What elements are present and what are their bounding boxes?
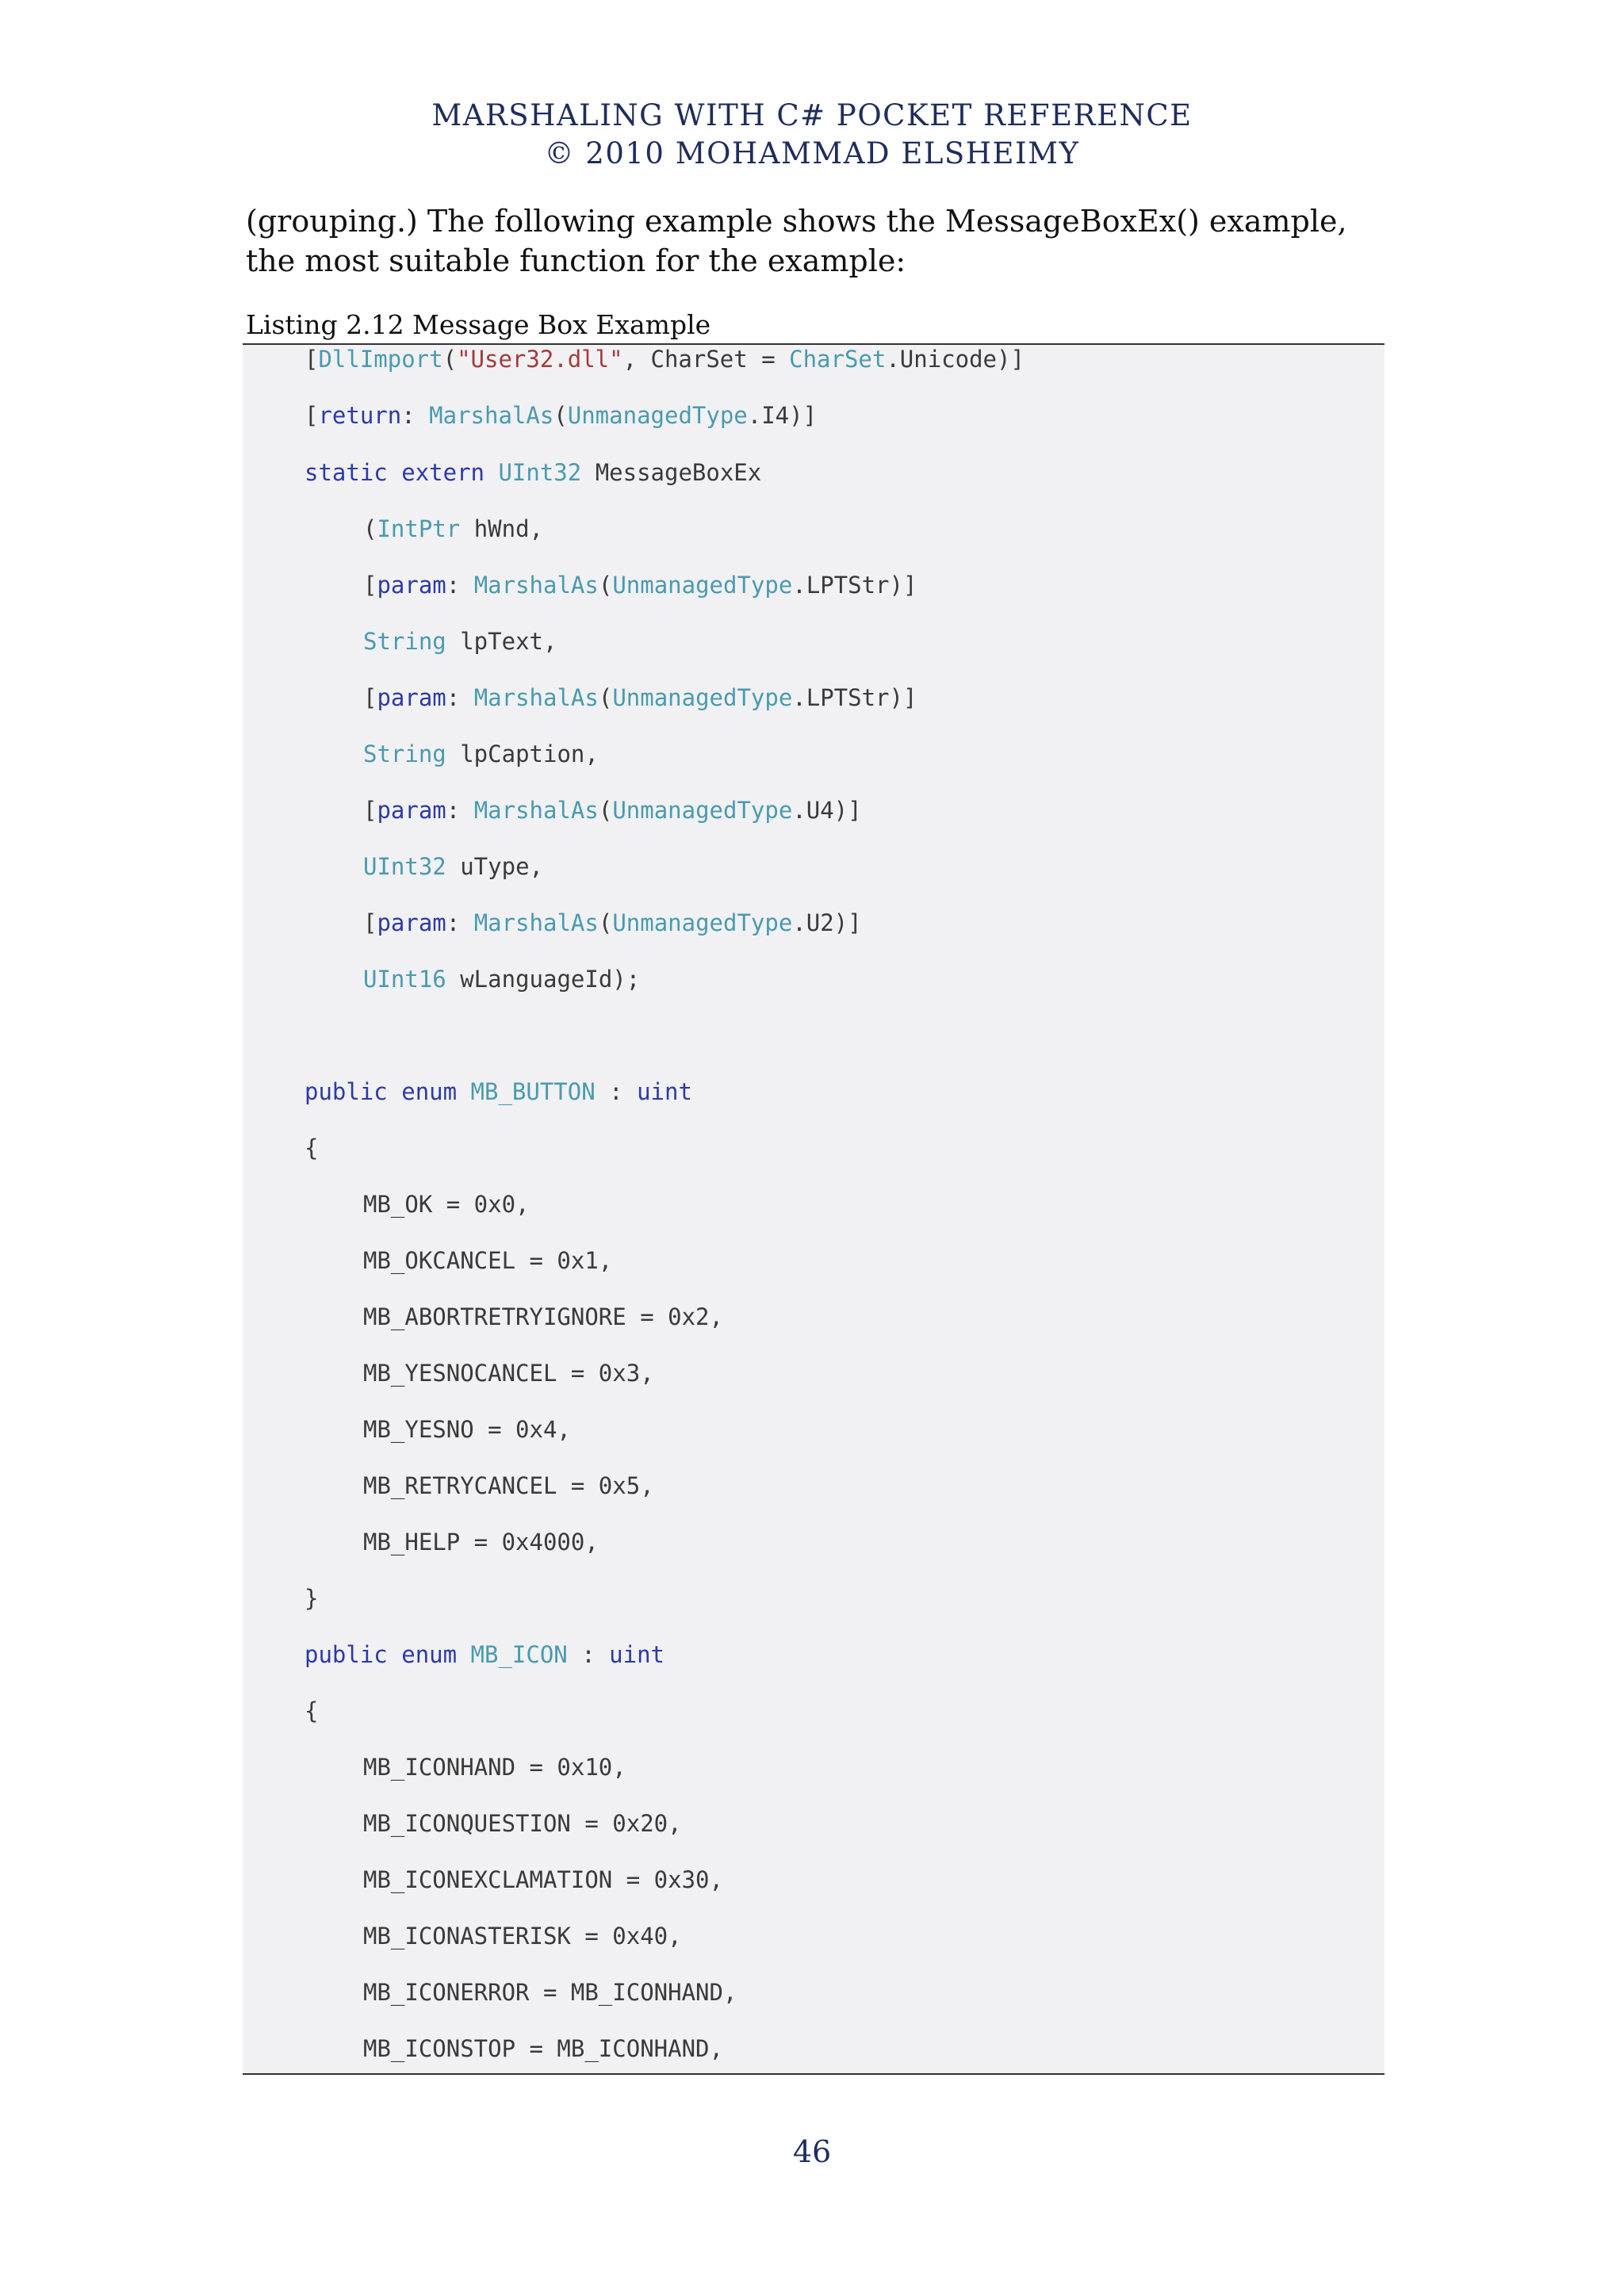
book-title: MARSHALING WITH C# POCKET REFERENCE	[431, 98, 1193, 132]
code-line: UInt32 uType,	[363, 853, 543, 880]
code-line: public enum MB_ICON : uint	[304, 1641, 665, 1668]
code-line: UInt16 wLanguageId);	[363, 966, 641, 993]
code-line: MB_HELP = 0x4000,	[363, 1529, 599, 1556]
code-line: MB_OKCANCEL = 0x1,	[363, 1247, 613, 1274]
code-line: (IntPtr hWnd,	[363, 515, 543, 542]
code-listing	[243, 343, 1385, 2075]
code-line: MB_YESNOCANCEL = 0x3,	[363, 1360, 654, 1387]
code-line: String lpCaption,	[363, 740, 599, 767]
code-line: [return: MarshalAs(UnmanagedType.I4)]	[304, 402, 818, 429]
code-line: {	[304, 1135, 319, 1161]
code-line: MB_RETRYCANCEL = 0x5,	[363, 1472, 654, 1499]
running-header	[0, 97, 1624, 173]
code-line: [DllImport("User32.dll", CharSet = CharSet.Unicode)]	[304, 346, 1025, 373]
code-line: MB_YESNO = 0x4,	[363, 1416, 571, 1443]
code-line: [param: MarshalAs(UnmanagedType.U4)]	[363, 797, 862, 824]
code-line: MB_OK = 0x0,	[363, 1191, 530, 1218]
listing-caption: Listing 2.12 Message Box Example	[246, 309, 711, 340]
intro-paragraph: (grouping.) The following example shows the MessageBoxEx() example, the most suitable function for the example:	[246, 204, 1347, 278]
code-line: [param: MarshalAs(UnmanagedType.LPTStr)]	[363, 572, 917, 599]
code-line: [param: MarshalAs(UnmanagedType.LPTStr)]	[363, 684, 917, 711]
code-line: MB_ICONASTERISK = 0x40,	[363, 1923, 682, 1950]
code-line: public enum MB_BUTTON : uint	[304, 1078, 692, 1105]
code-line: static extern UInt32 MessageBoxEx	[304, 459, 762, 486]
code-line: [param: MarshalAs(UnmanagedType.U2)]	[363, 909, 862, 936]
code-line: MB_ICONEXCLAMATION = 0x30,	[363, 1866, 723, 1893]
code-line: String lpText,	[363, 628, 557, 655]
copyright-line: © 2010 MOHAMMAD ELSHEIMY	[544, 136, 1080, 170]
code-line: }	[304, 1585, 319, 1612]
code-line: MB_ICONHAND = 0x10,	[363, 1754, 626, 1781]
code-line: MB_ICONERROR = MB_ICONHAND,	[363, 1979, 737, 2006]
page-number: 46	[792, 2134, 832, 2169]
code-line: MB_ABORTRETRYIGNORE = 0x2,	[363, 1303, 723, 1330]
code-line: {	[304, 1697, 319, 1724]
code-line: MB_ICONQUESTION = 0x20,	[363, 1810, 682, 1837]
code-line: MB_ICONSTOP = MB_ICONHAND,	[363, 2035, 723, 2062]
